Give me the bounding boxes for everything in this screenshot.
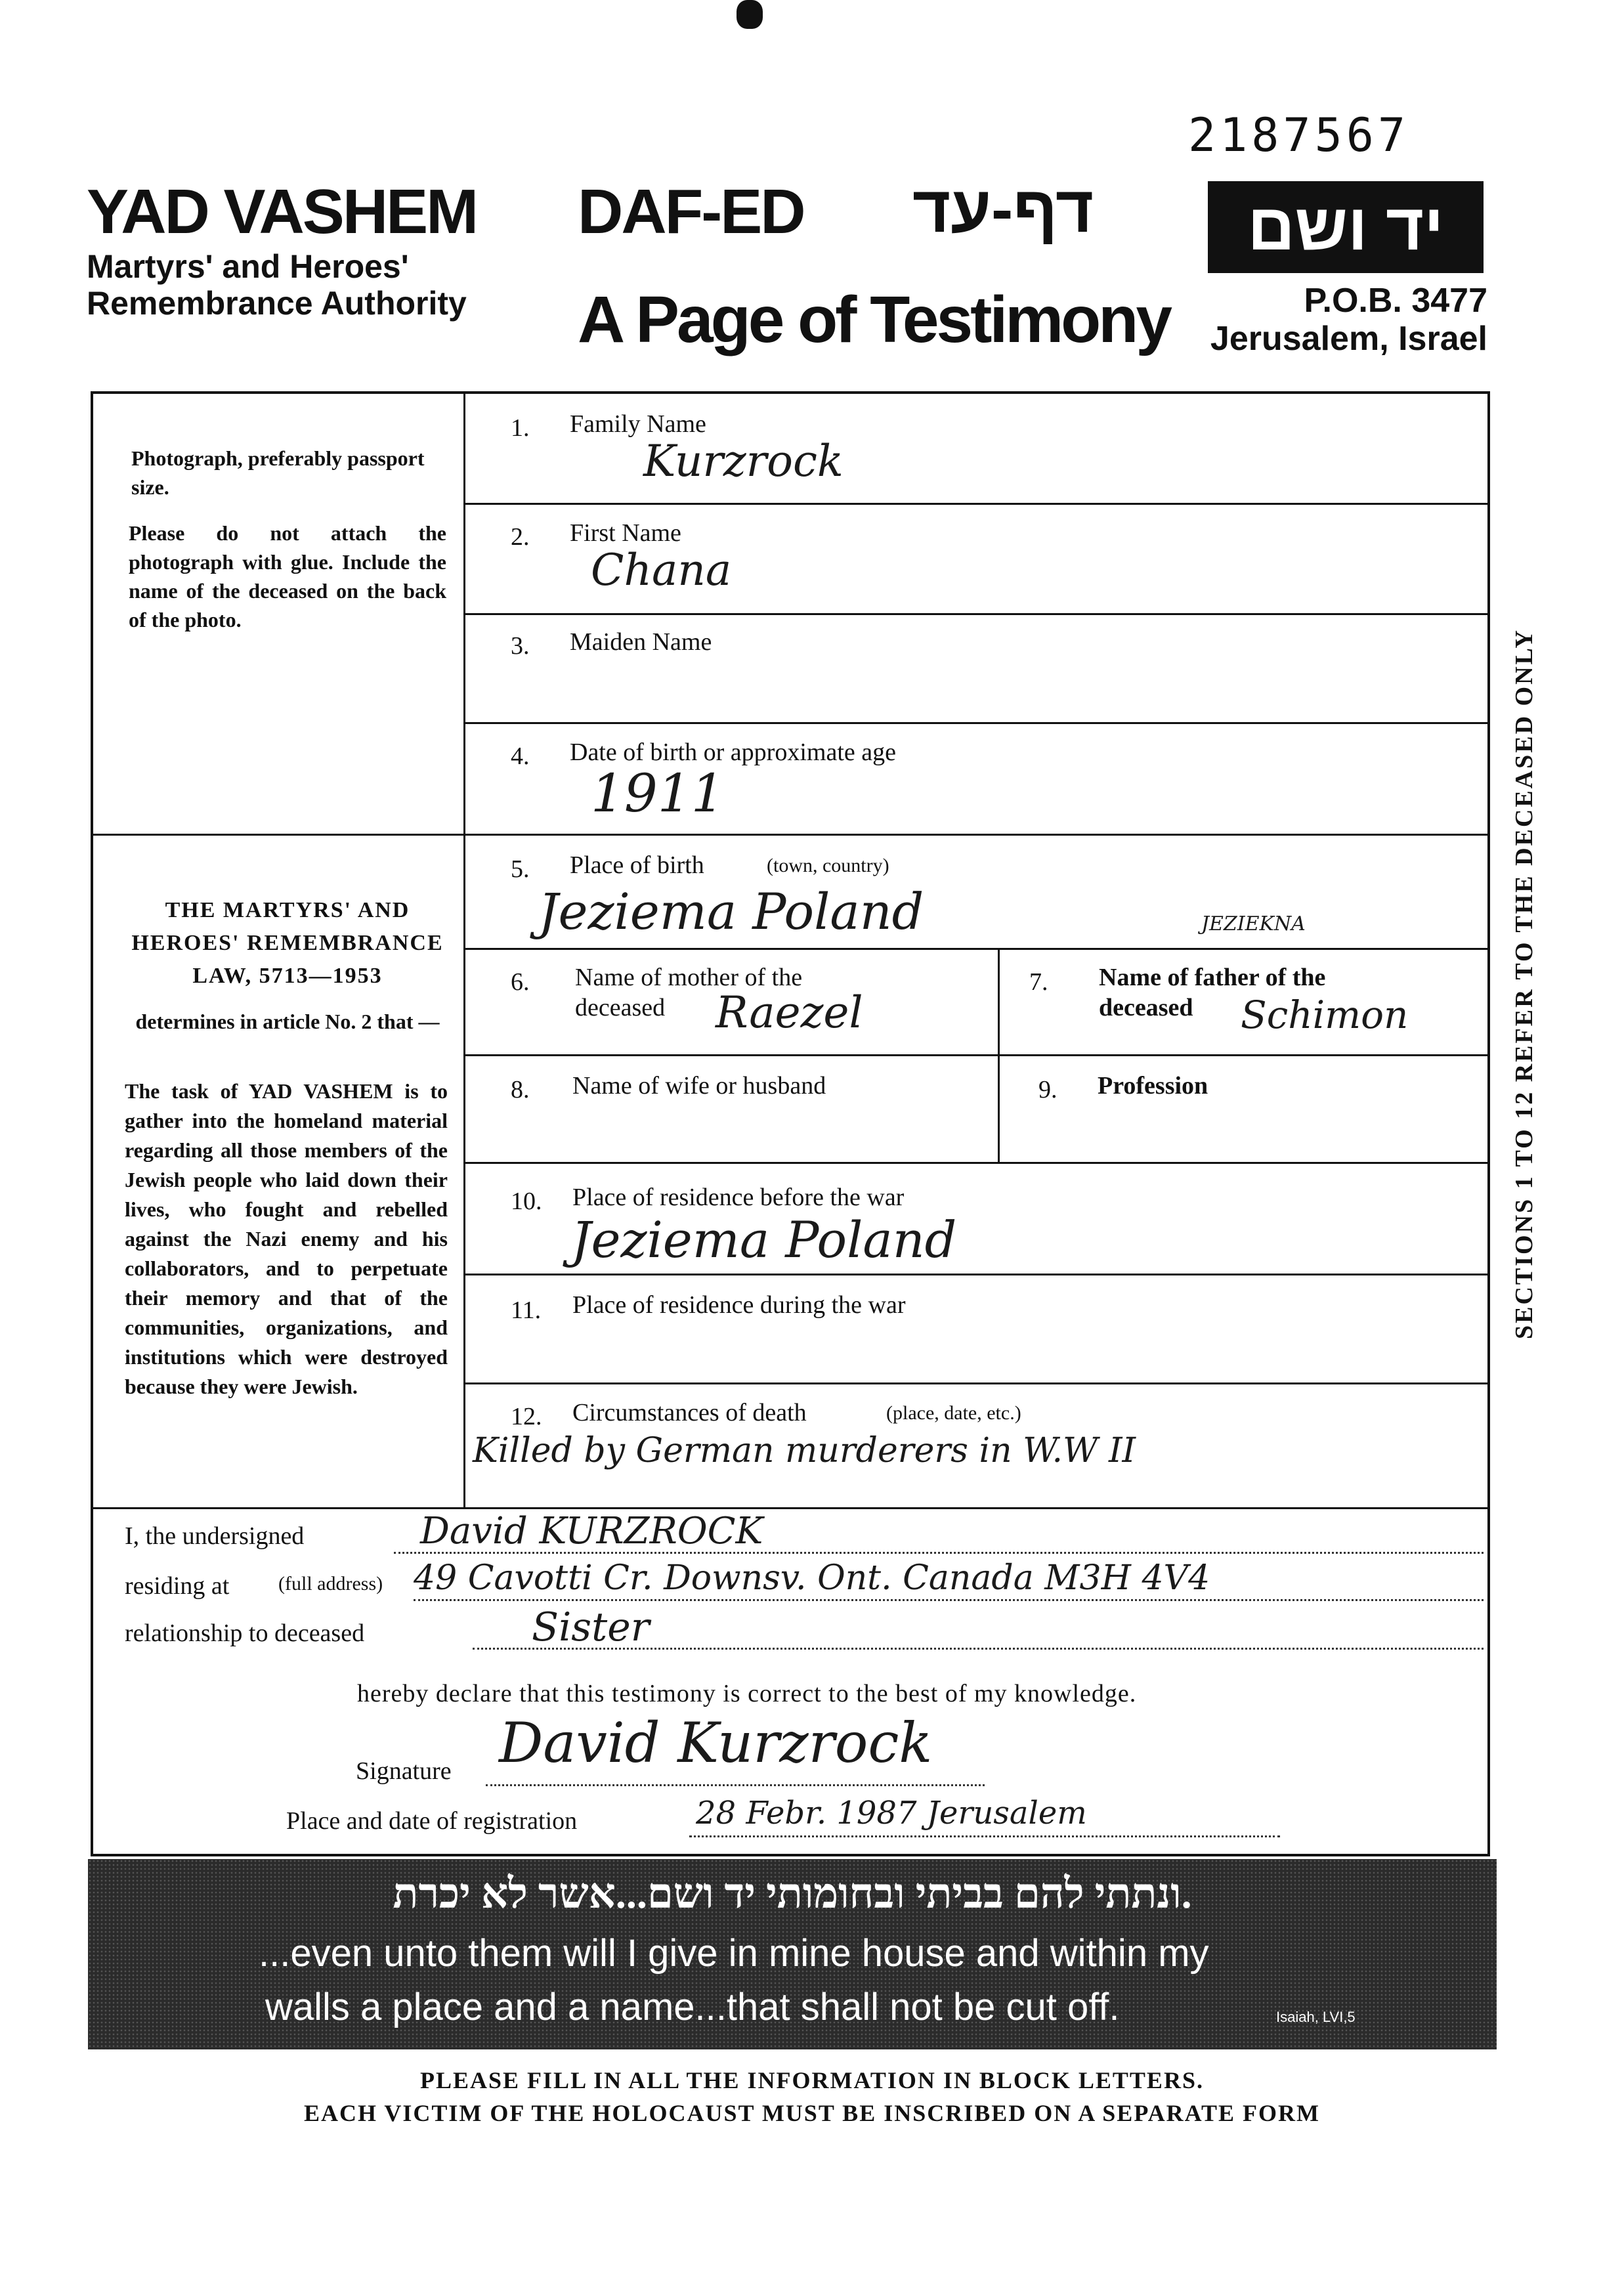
place-of-birth-value[interactable]: Jeziema Poland — [538, 882, 924, 941]
po-box: P.O.B. 3477 — [1304, 282, 1487, 320]
banner-english-line1: ...even unto them will I give in mine house and within my — [259, 1932, 1209, 1975]
residing-label: residing at — [125, 1572, 230, 1600]
registration-value[interactable]: 28 Febr. 1987 Jerusalem — [696, 1795, 1087, 1831]
law-task-text: The task of YAD VASHEM is to gather into the homeland material regarding all those members of the Jewish people who laid down their lives, who fought and rebelled against the Nazi enemy and his collaborators, and to perpetuate their memory and that of the communities, organizations, and institutions which were destroyed because they were Jewish. — [125, 1079, 448, 1398]
place-of-birth-label: Place of birth — [570, 851, 704, 879]
org-name: YAD VASHEM — [87, 177, 477, 247]
row-divider — [463, 948, 1489, 950]
field-number: 6. — [511, 968, 530, 996]
banner-english-line2: walls a place and a name...that shall not be cut off. — [265, 1986, 1120, 2028]
profession-label: Profession — [1098, 1072, 1208, 1100]
row-divider — [463, 503, 1489, 505]
side-note: SECTIONS 1 TO 12 REFER TO THE DECEASED ONLY — [1510, 628, 1538, 1339]
field-number: 2. — [511, 523, 530, 551]
row-divider — [463, 1162, 1489, 1164]
row-divider — [463, 1274, 1489, 1275]
signature-value[interactable]: David Kurzrock — [499, 1711, 933, 1775]
residing-line — [414, 1599, 1484, 1601]
field-number: 1. — [511, 414, 530, 442]
circumstances-hint: (place, date, etc.) — [886, 1402, 1021, 1424]
mother-name-label: Name of mother of the deceased — [575, 964, 803, 1021]
undersigned-value[interactable]: David KURZROCK — [420, 1510, 763, 1553]
registration-line — [689, 1835, 1280, 1837]
circumstances-value[interactable]: Killed by German murderers in W.W II — [473, 1431, 1136, 1470]
family-name-value[interactable]: Kurzrock — [643, 436, 844, 486]
quote-banner — [88, 1859, 1497, 2049]
field-number: 4. — [511, 742, 530, 770]
residence-during-label: Place of residence during the war — [572, 1291, 906, 1319]
org-subtitle: Martyrs' and Heroes' Remembrance Authority — [87, 248, 467, 322]
residing-value[interactable]: 49 Cavotti Cr. Downsv. Ont. Canada M3H 4V4 — [414, 1558, 1210, 1598]
footer-instruction-1: PLEASE FILL IN ALL THE INFORMATION IN BLOCK LETTERS. — [420, 2067, 1204, 2093]
footer-instruction-2: EACH VICTIM OF THE HOLOCAUST MUST BE INSCRIBED ON A SEPARATE FORM — [304, 2100, 1320, 2126]
dafed-title: DAF-ED — [578, 177, 804, 247]
field-number: 7. — [1029, 968, 1048, 996]
document-number: 2187567 — [1188, 108, 1410, 162]
banner-citation: Isaiah, LVI,5 — [1276, 2009, 1356, 2025]
field-number: 5. — [511, 855, 530, 883]
city: Jerusalem, Israel — [1210, 320, 1487, 358]
declaration-statement: hereby declare that this testimony is correct to the best of my knowledge. — [357, 1680, 1137, 1707]
circumstances-label: Circumstances of death — [572, 1399, 807, 1426]
left-column-divider — [463, 393, 465, 1509]
signature-label: Signature — [356, 1757, 452, 1785]
field-number: 10. — [511, 1188, 542, 1215]
residence-before-label: Place of residence before the war — [572, 1184, 905, 1211]
banner-hebrew-quote: ונתתי להם בביתי ובחומותי יד ושם...אשר לא יכרת. — [393, 1870, 1192, 1917]
father-name-value[interactable]: Schimon — [1241, 993, 1409, 1037]
residing-hint: (full address) — [278, 1573, 383, 1595]
maiden-name-label: Maiden Name — [570, 628, 712, 656]
row-divider — [463, 1382, 1489, 1384]
photo-title: Photograph, preferably passport size. — [131, 446, 425, 499]
registration-label: Place and date of registration — [286, 1807, 578, 1835]
first-name-label: First Name — [570, 519, 681, 547]
row-divider — [463, 1054, 1489, 1056]
spouse-name-label: Name of wife or husband — [572, 1072, 826, 1100]
page-title: A Page of Testimony — [578, 283, 1170, 356]
yad-vashem-logo: יד ושם — [1208, 181, 1484, 273]
law-determines: determines in article No. 2 that — — [135, 1010, 440, 1033]
place-of-birth-note: JEZIEKNA — [1201, 912, 1306, 935]
declaration-divider — [92, 1507, 1489, 1509]
residence-before-value[interactable]: Jeziema Poland — [571, 1210, 957, 1269]
date-of-birth-value[interactable]: 1911 — [591, 763, 725, 824]
split-divider — [998, 949, 1000, 1162]
ink-mark — [737, 0, 763, 29]
field-number: 12. — [511, 1403, 542, 1430]
first-name-value[interactable]: Chana — [591, 545, 732, 595]
row-divider — [463, 613, 1489, 615]
undersigned-label: I, the undersigned — [125, 1522, 305, 1550]
father-name-label: Name of father of the deceased — [1099, 964, 1326, 1021]
field-number: 8. — [511, 1076, 530, 1103]
law-title: THE MARTYRS' AND HEROES' REMEMBRANCE LAW, 5713—1953 — [131, 898, 444, 988]
field-number: 11. — [511, 1296, 542, 1324]
photo-section-divider — [92, 834, 465, 836]
photo-instructions: Please do not attach the photograph with glue. Include the name of the deceased on the back of the photo. — [129, 521, 446, 632]
relationship-label: relationship to deceased — [125, 1619, 365, 1647]
relationship-value[interactable]: Sister — [532, 1604, 650, 1650]
family-name-label: Family Name — [570, 410, 706, 438]
dafed-hebrew-title: דף-עד — [912, 173, 1094, 246]
place-of-birth-hint: (town, country) — [767, 855, 889, 876]
field-number: 3. — [511, 632, 530, 660]
field-number: 9. — [1038, 1076, 1058, 1103]
row-divider — [463, 722, 1489, 724]
mother-name-value[interactable]: Raezel — [716, 987, 863, 1038]
signature-line — [486, 1784, 985, 1786]
date-of-birth-label: Date of birth or approximate age — [570, 739, 896, 766]
row-divider — [463, 834, 1489, 836]
